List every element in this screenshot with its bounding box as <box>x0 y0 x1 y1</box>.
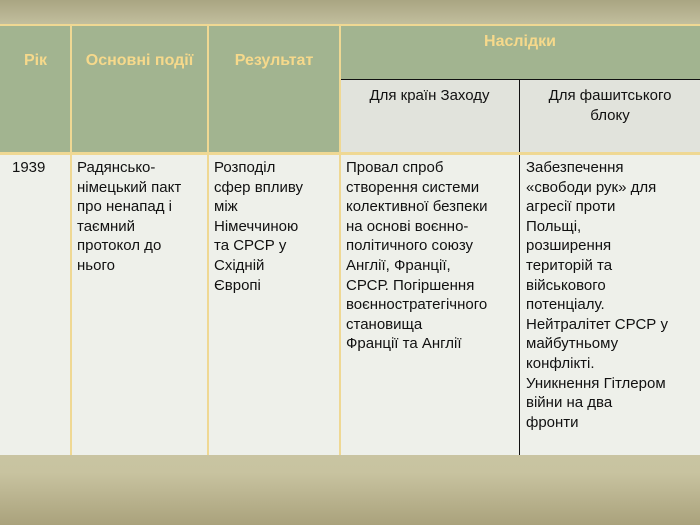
header-consequences: Наслідки <box>340 25 700 79</box>
column-divider <box>207 24 209 455</box>
cell-west: Провал спроб створення системи колективної безпеки на основі воєнно- політичного союзу Англії, Франції, СРСР. Погіршення воєнностратегічного становища Франції та Англії <box>340 153 519 455</box>
cell-result: Розподіл сфер впливу між Німеччиною та СРСР у Східній Європі <box>208 153 340 455</box>
header-bottom-border <box>0 152 700 155</box>
subheader-west: Для країн Заходу <box>340 79 519 153</box>
column-divider <box>70 24 72 455</box>
header-result: Результат <box>208 25 340 153</box>
cell-events: Радянсько- німецький пакт про ненапад і таємний протокол до нього <box>71 153 208 455</box>
header-year: Рік <box>0 25 71 153</box>
cell-fascist: Забезпечення «свободи рук» для агресії проти Польщі, розширення територій та військового потенціалу. Нейтралітет СРСР у майбутньому конфлікті. Уникнення Гітлером війни на два фронти <box>519 153 700 455</box>
header-events: Основні події <box>71 25 208 153</box>
subheader-fascist: Для фашитського блоку <box>519 79 700 153</box>
cell-year: 1939 <box>0 153 71 455</box>
table-top-border <box>0 24 700 26</box>
column-divider <box>339 24 341 455</box>
